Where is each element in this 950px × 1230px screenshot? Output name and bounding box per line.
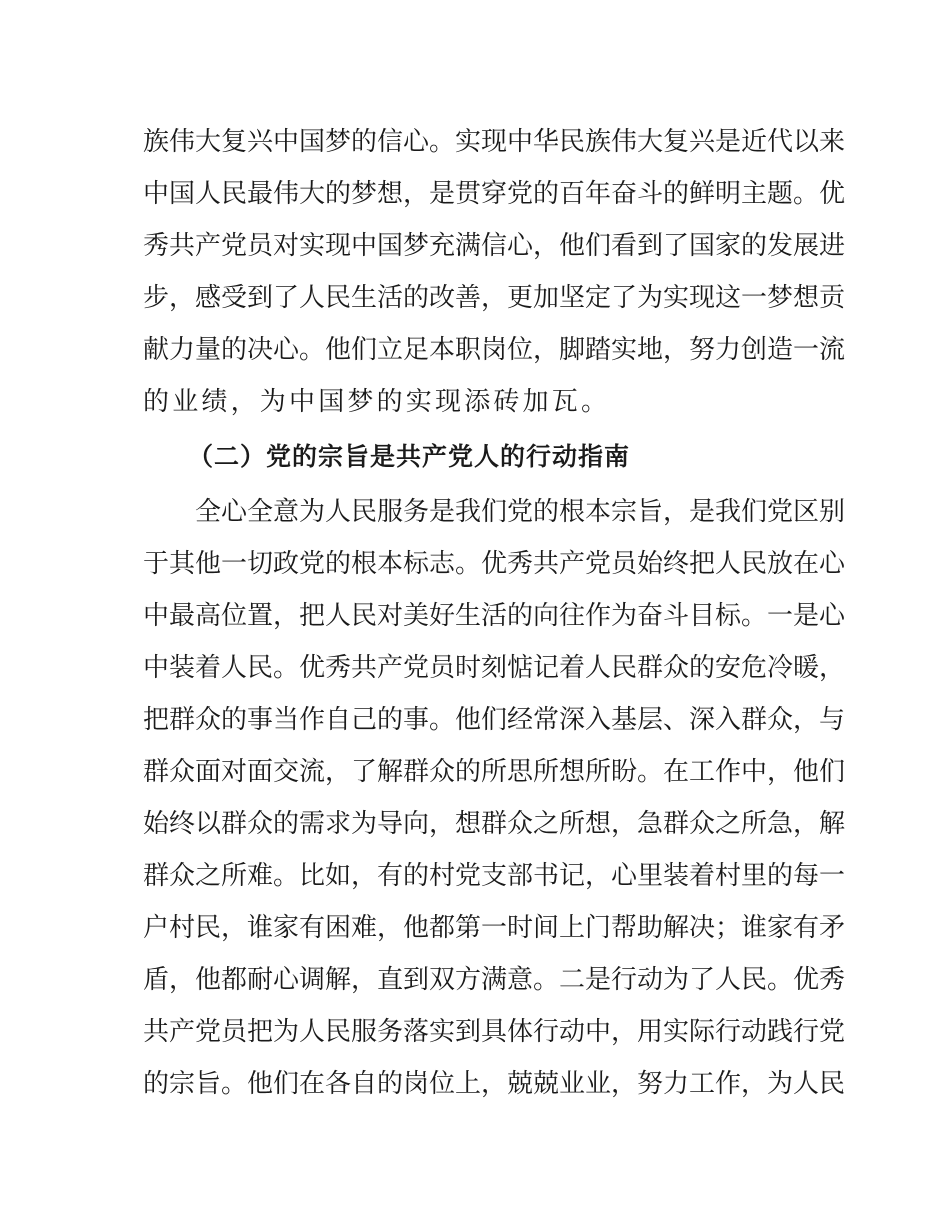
paragraph-2-line: 始终以群众的需求为导向，想群众之所想，急群众之所急，解 [143, 809, 846, 839]
paragraph-1-line: 步，感受到了人民生活的改善，更加坚定了为实现这一梦想贡 [143, 283, 846, 313]
paragraph-1-line: 秀共产党员对实现中国梦充满信心，他们看到了国家的发展进 [143, 231, 846, 261]
paragraph-2-line: 户村民，谁家有困难，他都第一时间上门帮助解决；谁家有矛 [143, 913, 846, 943]
section-heading: （二）党的宗旨是共产党人的行动指南 [188, 442, 631, 471]
paragraph-1-line: 族伟大复兴中国梦的信心。实现中华民族伟大复兴是近代以来 [143, 127, 846, 157]
paragraph-1-line: 献力量的决心。他们立足本职岗位，脚踏实地，努力创造一流 [143, 335, 846, 365]
paragraph-2-line: 共产党员把为人民服务落实到具体行动中，用实际行动践行党 [143, 1017, 846, 1047]
paragraph-2-line: 盾，他都耐心调解，直到双方满意。二是行动为了人民。优秀 [143, 965, 846, 995]
paragraph-2-line: 中装着人民。优秀共产党员时刻惦记着人民群众的安危冷暖， [143, 653, 846, 683]
paragraph-2-line: 的宗旨。他们在各自的岗位上，兢兢业业，努力工作，为人民 [143, 1069, 846, 1099]
paragraph-2-line: 于其他一切政党的根本标志。优秀共产党员始终把人民放在心 [143, 549, 846, 579]
paragraph-2-line: 群众之所难。比如，有的村党支部书记，心里装着村里的每一 [143, 861, 846, 891]
paragraph-2-line: 把群众的事当作自己的事。他们经常深入基层、深入群众，与 [143, 705, 846, 735]
paragraph-1-line: 中国人民最伟大的梦想，是贯穿党的百年奋斗的鲜明主题。优 [143, 179, 846, 209]
paragraph-2-line: 群众面对面交流，了解群众的所思所想所盼。在工作中，他们 [143, 757, 846, 787]
paragraph-2-line: 全心全意为人民服务是我们党的根本宗旨，是我们党区别 [195, 497, 846, 527]
paragraph-2-line: 中最高位置，把人民对美好生活的向往作为奋斗目标。一是心 [143, 601, 846, 631]
paragraph-1-line: 的业绩，为中国梦的实现添砖加瓦。 [143, 387, 611, 417]
